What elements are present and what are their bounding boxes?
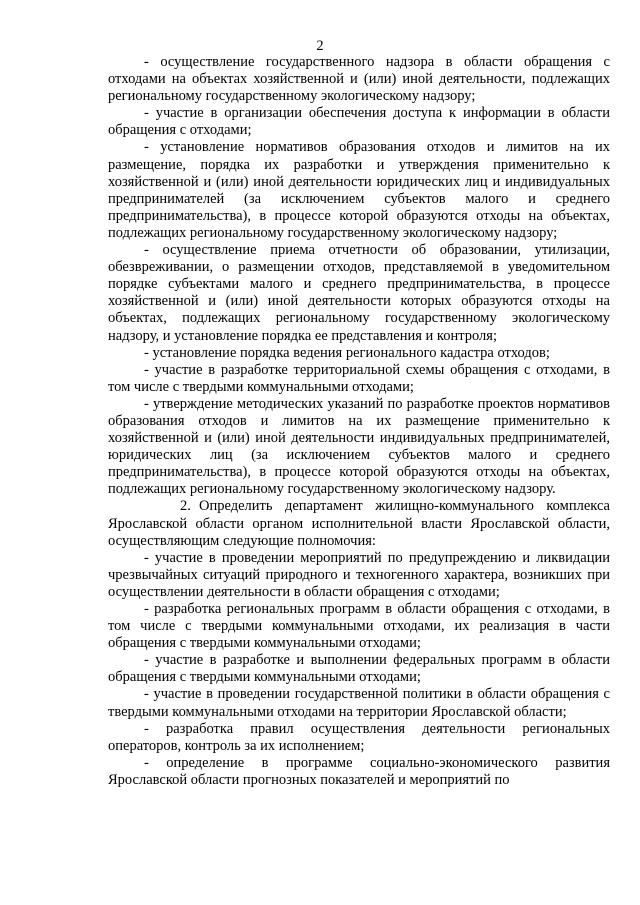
section-number: 2. [180,498,191,515]
page-number: 2 [316,38,324,54]
section-2-paragraph [108,498,610,549]
paragraph: - участие в проведении государственной политики в области обращения с твердыми коммунальными отходами на территории Ярославской области; [108,686,610,720]
paragraph: - участие в разработке и выполнении федеральных программ в области обращения с твердыми коммунальными отходами; [108,652,610,686]
paragraph: - разработка региональных программ в области обращения с отходами, в том числе с твердыми коммунальными отходами, их реализация в части обращения с твердыми коммунальными отходами; [108,601,610,652]
document-body [108,54,610,789]
paragraph: - установление порядка ведения регионального кадастра отходов; [144,344,550,361]
paragraph: - осуществление государственного надзора в области обращения с отходами на объектах хозяйственной и (или) иной деятельности, подлежащих региональному государственному экологическому надзору; [108,54,610,105]
paragraph: - определение в программе социально-экономического развития Ярославской области прогнозных показателей и мероприятий по [108,754,610,788]
paragraph: - участие в проведении мероприятий по предупреждению и ликвидации чрезвычайных ситуаций природного и техногенного характера, возникших при осуществлении деятельности в области обращения с отходами; [108,549,610,600]
paragraph: - утверждение методических указаний по разработке проектов нормативов образования отходов и лимитов на их размещение применительно к хозяйственной и (или) иной деятельности индивидуальных предпринимателей, юридических лиц (за исключением субъектов малого и среднего предпринимательства), в процессе которой образуются отходы на объектах, подлежащих региональному государственному экологическому надзору. [108,395,610,498]
paragraph: - участие в разработке территориальной схемы обращения с отходами, в том числе с твердыми коммунальными отходами; [108,361,610,395]
paragraph: - осуществление приема отчетности об образовании, утилизации, обезвреживании, о размещении отходов, представляемой в уведомительном порядке субъектами малого и среднего предпринимательства, в процессе хозяйственной и (или) иной деятельности которых образуются отходы на объектах, подлежащих региональному государственному экологическому надзору, и установление порядка ее представления и контроля; [108,242,610,344]
section-text: Определить департамент жилищно-коммунального комплекса Ярославской области органом исполнительной власти Ярославской области, осуществляющим следующие полномочия: [108,498,610,549]
paragraph: - разработка правил осуществления деятельности региональных операторов, контроль за их исполнением; [108,720,610,754]
paragraph: - участие в организации обеспечения доступа к информации в области обращения с отходами; [108,105,610,139]
paragraph: - установление нормативов образования отходов и лимитов на их размещение, порядка их разработки и утверждения применительно к хозяйственной и (или) иной деятельности юридических лиц и индивидуальных предпринимателей (за исключением субъектов малого и среднего предпринимательства), в процессе которой образуются отходы на объектах, подлежащих региональному государственному экологическому надзору; [108,139,610,241]
